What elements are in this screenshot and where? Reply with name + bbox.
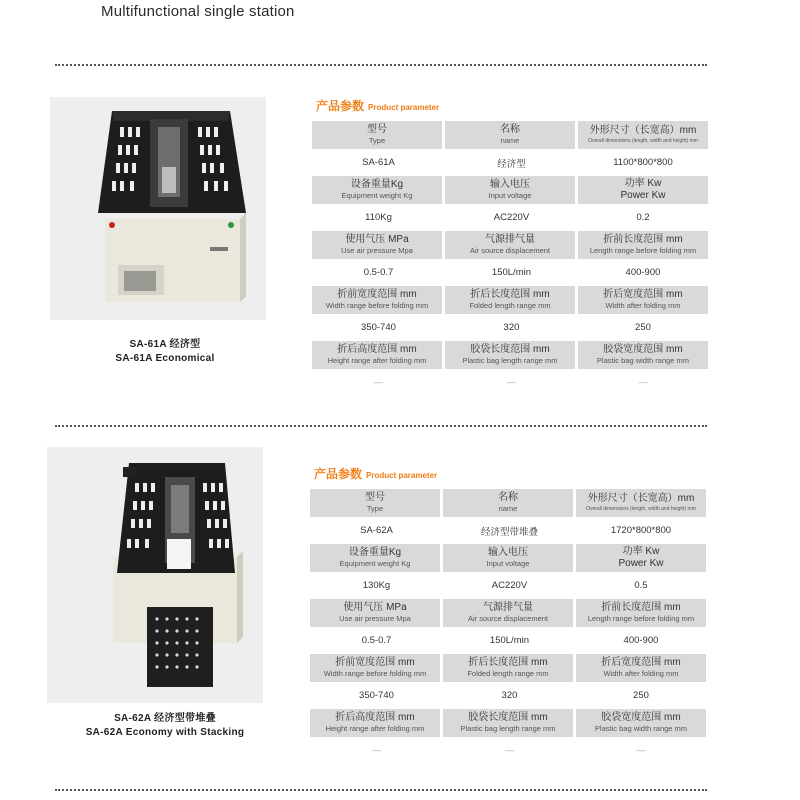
section-title-cn: 产品参数 [314, 467, 363, 481]
header-cell: 胶袋长度范围 mm Plastic bag length range mm [445, 341, 578, 369]
section-title [316, 97, 439, 114]
value-cell: 400-900 [623, 635, 659, 646]
value-cell: 150L/min [491, 267, 532, 278]
header-cell: 折后宽度范围 mm Width after folding mm [578, 286, 708, 314]
header-cell: 使用气压 MPa Use air pressure Mpa [312, 231, 445, 259]
header-row [310, 489, 706, 517]
header-cell: 功率 Kw Power Kw [578, 176, 708, 204]
value-cell: AC220V [493, 212, 530, 223]
header-cell: 胶袋宽度范围 mm Plastic bag width range mm [576, 709, 706, 737]
spec-table [312, 121, 708, 396]
header-cell: 折前宽度范围 mm Width range before folding mm [312, 286, 445, 314]
header-cell: 折后高度范围 mm Height range after folding mm [310, 709, 443, 737]
header-cell: 胶袋长度范围 mm Plastic bag length range mm [443, 709, 576, 737]
value-cell: 经济型 [497, 158, 526, 170]
value-cell: 1720*800*800 [610, 525, 672, 536]
product-caption [40, 338, 290, 366]
value-cell: SA-62A [360, 525, 393, 536]
header-cell: 气源排气量 Air source displacement [445, 231, 578, 259]
header-row [310, 709, 706, 737]
value-cell: SA-61A [362, 157, 395, 168]
machine-illustration [47, 447, 263, 703]
section-title-en: Product parameter [368, 103, 440, 112]
value-cell: 320 [501, 690, 518, 701]
value-cell: 130Kg [362, 580, 391, 591]
value-row [310, 627, 706, 654]
value-cell: 150L/min [489, 635, 530, 646]
header-row [312, 176, 708, 204]
value-cell: — [373, 377, 384, 388]
product-caption [40, 712, 290, 740]
caption-cn: SA-62A 经济型带堆叠 [114, 713, 216, 724]
dotted-divider [55, 64, 707, 66]
value-cell: 110Kg [365, 212, 392, 223]
header-cell: 折后长度范围 mm Folded length range mm [443, 654, 576, 682]
machine-illustration [50, 97, 266, 320]
value-row [312, 369, 708, 396]
value-cell: 400-900 [625, 267, 661, 278]
spec-table [310, 489, 706, 764]
value-cell: — [504, 745, 515, 756]
value-cell: 250 [635, 322, 651, 333]
value-cell: 0.2 [636, 212, 650, 223]
value-cell: 0.5-0.7 [361, 635, 392, 646]
header-row [312, 341, 708, 369]
header-cell: 输入电压 Input voltage [443, 544, 576, 572]
header-cell: 功率 Kw Power Kw [576, 544, 706, 572]
caption-en: SA-61A Economical [115, 353, 215, 364]
value-cell: 0.5 [634, 580, 648, 591]
product-image-sa-62a [47, 447, 263, 703]
value-cell: 1100*800*800 [613, 157, 673, 168]
header-cell: 设备重量Kg Equipment weight Kg [312, 176, 445, 204]
header-cell: 折前长度范围 mm Length range before folding mm [578, 231, 708, 259]
header-row [312, 231, 708, 259]
value-cell: — [636, 745, 646, 756]
value-row [310, 737, 706, 764]
header-cell: 外形尺寸（长宽高）mm Overall dimensions (length, width and height) mm [578, 121, 708, 149]
product-image-sa-61a [50, 97, 266, 320]
value-cell: — [371, 745, 382, 756]
header-cell: 名称 name [443, 489, 576, 517]
caption-en: SA-62A Economy with Stacking [85, 727, 245, 738]
value-row [312, 259, 708, 286]
value-row [312, 149, 708, 176]
header-cell: 折后宽度范围 mm Width after folding mm [576, 654, 706, 682]
header-cell: 气源排气量 Air source displacement [443, 599, 576, 627]
header-cell: 输入电压 Input voltage [445, 176, 578, 204]
header-cell: 折后长度范围 mm Folded length range mm [445, 286, 578, 314]
value-row [312, 314, 708, 341]
page-title: Multifunctional single station [101, 3, 295, 20]
value-cell: — [638, 377, 648, 388]
header-cell: 折前宽度范围 mm Width range before folding mm [310, 654, 443, 682]
header-cell: 设备重量Kg Equipment weight Kg [310, 544, 443, 572]
value-cell: 350-740 [361, 322, 396, 333]
dotted-divider [55, 789, 707, 791]
section-title-en: Product parameter [366, 471, 438, 480]
value-row [310, 517, 706, 544]
header-cell: 名称 name [445, 121, 578, 149]
header-row [310, 544, 706, 572]
header-cell: 型号 Type [312, 121, 445, 149]
header-row [312, 286, 708, 314]
caption-cn: SA-61A 经济型 [129, 339, 201, 350]
value-cell: 0.5-0.7 [363, 267, 394, 278]
value-cell: 经济型带堆叠 [480, 526, 538, 538]
header-cell: 折后高度范围 mm Height range after folding mm [312, 341, 445, 369]
header-cell: 折前长度范围 mm Length range before folding mm [576, 599, 706, 627]
header-cell: 胶袋宽度范围 mm Plastic bag width range mm [578, 341, 708, 369]
header-cell: 使用气压 MPa Use air pressure Mpa [310, 599, 443, 627]
header-row [310, 654, 706, 682]
value-row [312, 204, 708, 231]
header-cell: 型号 Type [310, 489, 443, 517]
value-cell: AC220V [491, 580, 528, 591]
value-row [310, 682, 706, 709]
value-cell: 250 [633, 690, 649, 701]
value-row [310, 572, 706, 599]
section-title-cn: 产品参数 [316, 99, 365, 113]
value-cell: — [506, 377, 517, 388]
section-title [314, 465, 437, 482]
header-row [312, 121, 708, 149]
value-cell: 350-740 [359, 690, 394, 701]
value-cell: 320 [503, 322, 520, 333]
dotted-divider [55, 425, 707, 427]
header-cell: 外形尺寸（长宽高）mm Overall dimensions (length, width and height) mm [576, 489, 706, 517]
header-row [310, 599, 706, 627]
